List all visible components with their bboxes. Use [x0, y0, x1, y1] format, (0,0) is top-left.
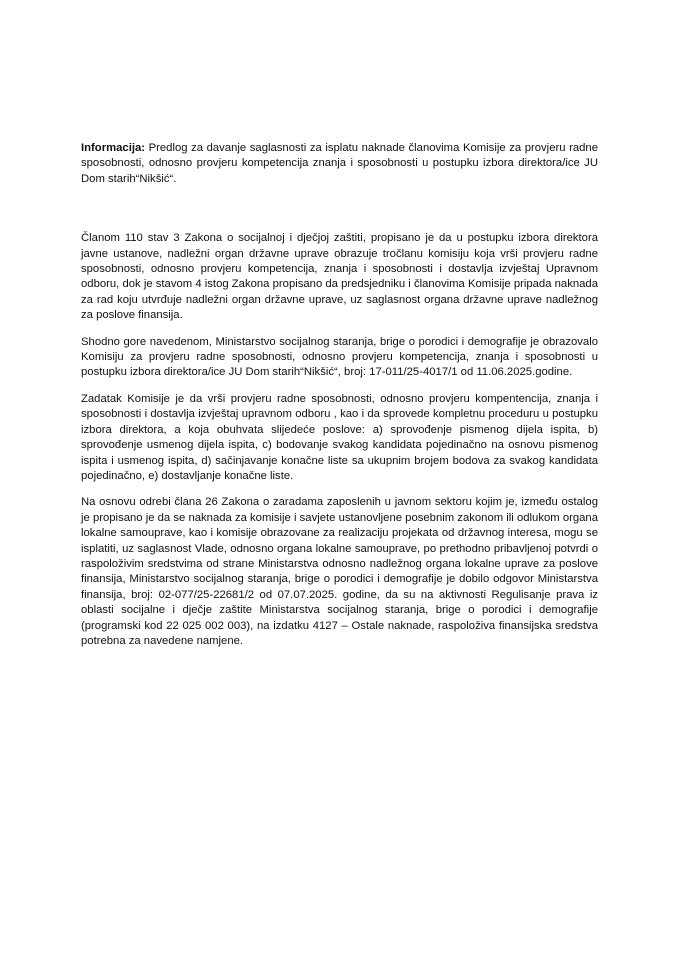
paragraph-commission-formation: Shodno gore navedenom, Ministarstvo socijalnog staranja, brige o porodici i demografije je obrazovalo Komisiju za provjeru radne sposobnosti, odnosno provjeru kompetencija, znanja i sposobnosti u postupku izbora direktora/ice JU Dom starih“Nikšić“, broj: 17-011/25-4017/1 od 11.06.2025.godine.	[81, 335, 598, 379]
paragraph-commission-tasks: Zadatak Komisije je da vrši provjeru radne sposobnosti, odnosno provjeru kompentencija, znanja i sposobnosti i dostavlja izvještaj upravnom odboru , kao i da sprovede kompletnu proceduru u postupku izbora direktora, a koja obuhvata slijedeće poslove: a) sprovođenje pismenog dijela ispita, b) sprovođenje usmenog dijela ispita, c) bodovanje svakog kandidata pojedinačno na osnovu pismenog ispita i usmenog ispita, d) sačinjavanje konačne liste sa ukupnim brojem bodova za svakog kandidata pojedinačno, e) dostavljanje konačne liste.	[81, 392, 598, 482]
information-label: Informacija:	[81, 142, 146, 154]
information-text: Predlog za davanje saglasnosti za isplatu naknade članovima Komisije za provjeru radne sposobnosti, odnosno provjeru kompetencija znanja i sposobnosti u postupku izbora direktora/ice JU Dom starih“Nikšić“.	[81, 142, 598, 185]
information-heading	[81, 141, 598, 187]
document-body	[81, 141, 598, 660]
paragraph-financing: Na osnovu odrebi člana 26 Zakona o zaradama zaposlenih u javnom sektoru kojim je, između ostalog je propisano je da se naknada za komisije i savjete ustanovljene posebnim zakonom ili odlukom organa lokalne samouprave, kao i komisije obrazovane za realizaciju projekata od državnog interesa, mogu se isplatiti, uz saglasnost Vlade, odnosno organa lokalne samouprave, po prethodno pribavljenoj potvrdi o raspoloživim sredstvima od strane Ministarstva odnosno nadležnog organa lokalne uprave za poslove finansija, Ministarstvo socijalnog staranja, brige o porodici i demografije je dobilo odgovor Ministarstva finansija, broj: 02-077/25-22681/2 od 07.07.2025. godine, da su na aktivnosti Regulisanje prava iz oblasti socijalne i dječje zaštite Ministarstva socijalnog staranja, brige o porodici i demografije (programski kod 22 025 002 003), na izdatku 4127 – Ostale naknade, raspoloživa finansijska sredstva potrebna za navedene namjene.	[81, 496, 598, 647]
paragraph-legal-basis: Članom 110 stav 3 Zakona o socijalnoj i dječjoj zaštiti, propisano je da u postupku izbora direktora javne ustanove, nadležni organ državne uprave obrazuje tročlanu komisiju koja vrši provjeru radne sposobnosti, odnosno provjeru kompetencija, znanja i sposobnosti i dostavlja izvještaj Upravnom odboru, dok je stavom 4 istog Zakona propisano da predsjedniku i članovima Komisije pripada naknada za rad koju utvrđuje nadležni organ državne uprave, uz saglasnost organa državne uprave nadležnog za poslove finansija.	[81, 232, 598, 322]
